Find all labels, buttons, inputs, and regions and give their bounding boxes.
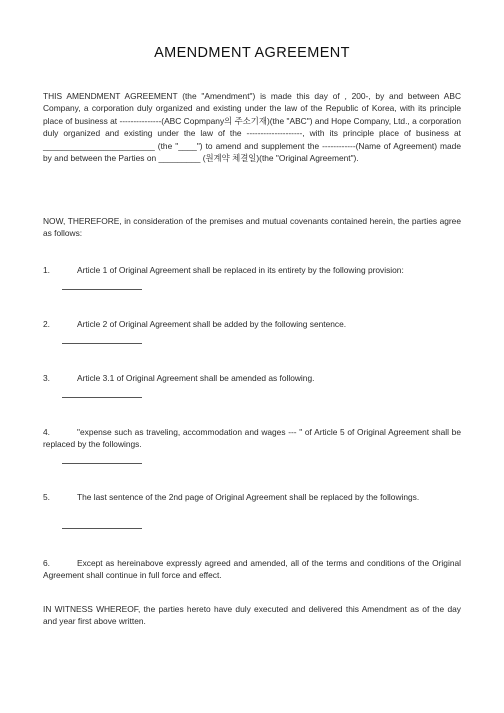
clause-6 (43, 557, 461, 582)
clause-1 (43, 264, 461, 276)
clause-4-blank-line (62, 463, 142, 464)
intro-paragraph: THIS AMENDMENT AGREEMENT (the "Amendment") is made this day of , 200-, by and between ABC Company, a corporation duly organized and existing under the law of the Republic of Korea, with its principle place of business at ---------------(ABC Copmpany의 주소기재)(the "ABC") and Hope Company, Ltd., a corporation duly organized and existing under the law of the --------------------, with its principle place of business at ________________________ (the "____") to amend and supplement the ------------(Name of Agreement) made by and between the Parties on _________ (원계약 체결일)(the "Original Agreement"). (43, 91, 461, 164)
clause-text: Article 3.1 of Original Agreement shall be amended as following. (77, 373, 315, 383)
clause-number: 1. (43, 265, 50, 275)
document-title: AMENDMENT AGREEMENT (154, 45, 350, 61)
clause-number: 5. (43, 492, 50, 502)
clause-number: 3. (43, 373, 50, 383)
clause-number: 2. (43, 319, 50, 329)
clause-text: The last sentence of the 2nd page of Original Agreement shall be replaced by the followings. (77, 492, 420, 502)
clause-text: Article 1 of Original Agreement shall be replaced in its entirety by the following provision: (77, 265, 404, 275)
clause-4 (43, 426, 461, 451)
clause-2-blank-line (62, 343, 142, 344)
clause-number: 6. (43, 558, 50, 568)
clause-text: Article 2 of Original Agreement shall be added by the following sentence. (77, 319, 347, 329)
clause-text: Except as hereinabove expressly agreed and amended, all of the terms and conditions of the Original Agreement shall continue in full force and effect. (43, 558, 461, 581)
now-therefore-paragraph: NOW, THEREFORE, in consideration of the premises and mutual covenants contained herein, the parties agree as follows: (43, 216, 461, 239)
clause-3-blank-line (62, 397, 142, 398)
clause-number: 4. (43, 427, 50, 437)
clause-2 (43, 318, 461, 330)
clause-5-blank-line (62, 528, 142, 529)
witness-paragraph: IN WITNESS WHEREOF, the parties hereto have duly executed and delivered this Amendment as of the day and year first above written. (43, 604, 461, 627)
clause-5 (43, 491, 461, 503)
clause-1-blank-line (62, 289, 142, 290)
clause-3 (43, 372, 461, 384)
clause-text: "expense such as traveling, accommodation and wages --- " of Article 5 of Original Agreement shall be replaced by the followings. (43, 427, 461, 450)
